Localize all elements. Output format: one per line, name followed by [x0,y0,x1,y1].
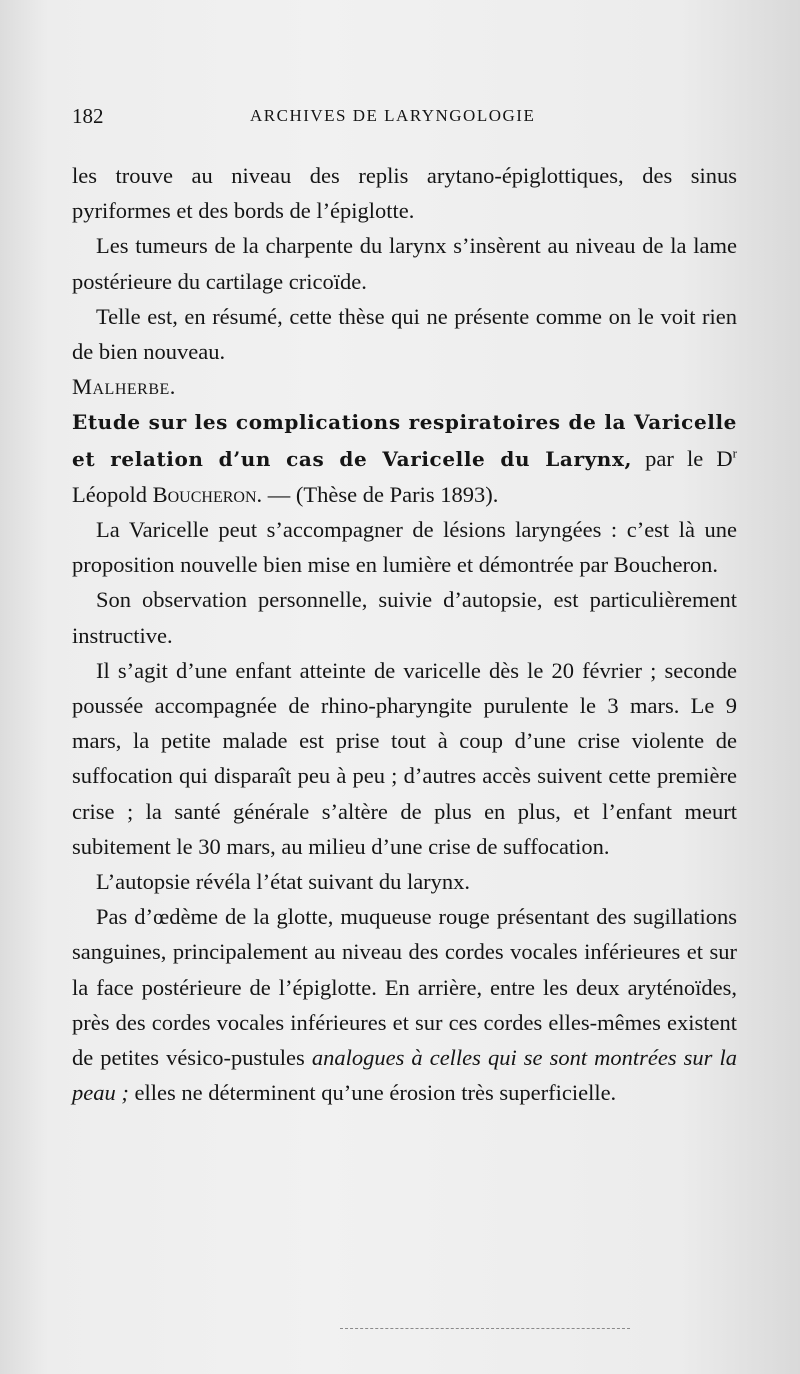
paragraph-text: Pas d’œdème de la glotte, muqueuse rouge présentant des sugillations sanguines, principalement au niveau des cordes vocales inférieures et sur la face postérieure de l’épiglotte. En arrière, entre les deux aryténoïdes, près des cordes vocales inférieures et sur ces cordes elles-mêmes existent de petites vésico-pustules [72,904,737,1071]
review-author-last: Boucheron [152,481,257,507]
paragraph: La Varicelle peut s’accompagner de lésions laryngées : c’est là une proposition nouvelle bien mise en lumière et démontrée par Boucheron. [72,517,737,578]
paragraph: L’autopsie révéla l’état suivant du larynx. [96,869,471,895]
paragraph-text: elles ne déterminent qu’une érosion très superficielle. [128,1080,617,1106]
review-title: Etude sur les complications respiratoires de la Varicelle et relation d’un cas de Varicelle du Larynx, [72,410,737,471]
review-by-sup: r [732,445,737,461]
review-by: par le D [632,445,733,471]
body-text [72,158,737,1110]
paragraph: Son observation personnelle, suivie d’autopsie, est particulièrement instructive. [72,587,737,648]
paragraph-emphasis: analogues à celles qui se sont montrées sur la peau ; [72,1045,737,1106]
paragraph: les trouve au niveau des replis arytano-épiglottiques, des sinus pyriformes et des bords de l’épiglotte. [72,163,737,224]
page-header [72,104,740,134]
review-source: . — (Thèse de Paris 1893). [256,481,499,507]
paragraph: Il s’agit d’une enfant atteinte de varicelle dès le 20 février ; seconde poussée accompagnée de rhino-pharyngite purulente le 3 mars. Le 9 mars, la petite malade est prise tout à coup d’une crise violente de suffocation qui disparaît peu à peu ; d’autres accès suivent cette première crise ; la santé générale s’altère de plus en plus, et l’enfant meurt subitement le 30 mars, au milieu d’une crise de suffocation. [72,657,737,859]
running-head: ARCHIVES DE LARYNGOLOGIE [250,106,536,125]
footer-rule [340,1328,630,1329]
paragraph [72,899,737,1110]
review-author-first: Léopold [72,481,153,507]
paragraph: Telle est, en résumé, cette thèse qui ne présente comme on le voit rien de bien nouveau. [72,303,737,365]
paragraph: Les tumeurs de la charpente du larynx s’insèrent au niveau de la lame postérieure du cartilage cricoïde. [72,233,737,294]
review-heading [72,404,737,512]
page-number: 182 [72,104,104,128]
author-signature: Malherbe. [72,374,176,400]
